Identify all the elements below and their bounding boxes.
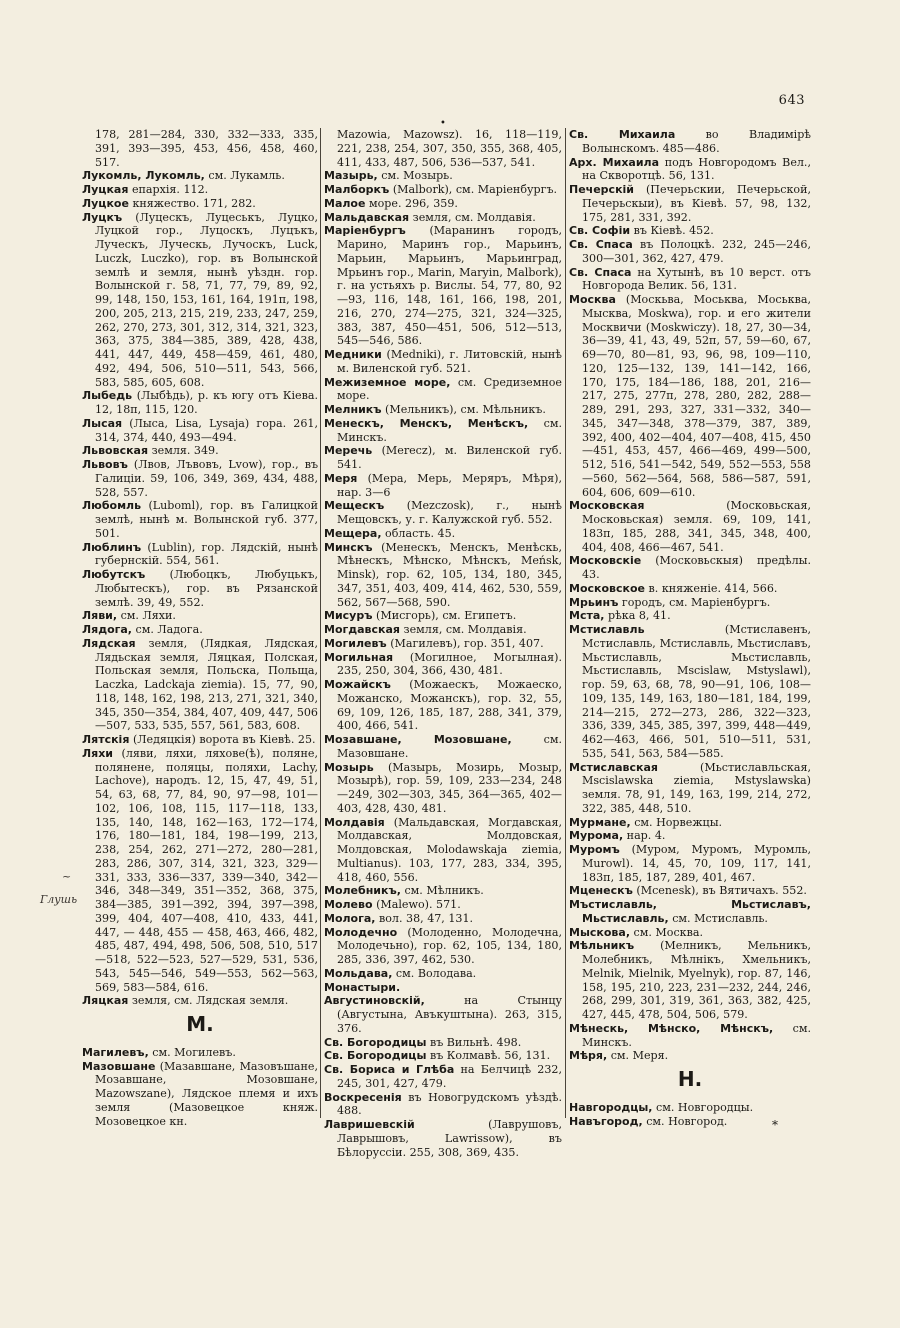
entry-headword: Лыбедь — [82, 389, 133, 403]
index-entry — [569, 843, 811, 884]
index-entry — [324, 678, 562, 733]
index-entry — [324, 651, 562, 679]
index-entry — [569, 1049, 811, 1063]
entry-text: см. Новгородцы. — [656, 1100, 754, 1114]
index-entry — [82, 637, 318, 733]
entry-headword: Московское — [569, 581, 646, 595]
entry-text: см. Мстиславль. — [672, 911, 768, 925]
entry-headword: Мѣря, — [569, 1049, 608, 1063]
index-entry — [569, 156, 811, 184]
section-letter-m: М. — [186, 1012, 214, 1036]
index-entry — [82, 1060, 318, 1129]
index-entry — [82, 541, 318, 569]
entry-headword: Св. Бориса и Глѣба — [324, 1063, 455, 1076]
index-entry — [324, 623, 562, 637]
entry-text: княжество. 171, 282. — [132, 196, 256, 210]
index-entry — [324, 211, 562, 225]
entry-headword: Мценескъ — [569, 884, 633, 898]
entry-text: (Мелникъ, Мельникъ, Молебникъ, Мѣлнікъ, Хмельникъ, Melnik, Mielnik, Myelnyk), гор. 87, 146, 158, 195, 210, 223, 231—232, 244, 246, 268, 299, 301, 319, 361, 363, 382, 425, 427, 445, 478, 504, 506, 579. — [582, 939, 812, 1021]
entry-headword: Мазырь, — [324, 169, 378, 183]
entry-headword: Малое — [324, 196, 366, 210]
entry-headword: Мелникъ — [324, 403, 382, 416]
entry-headword: Малборкъ — [324, 183, 390, 196]
index-entry — [569, 623, 811, 761]
entry-text: (Молоденно, Молодечна, Молодечьно), гор. 62, 105, 134, 180, 285, 336, 397, 462, 530. — [337, 925, 562, 966]
entry-text: (Любоцкъ, Любуцькъ, Любытескъ), гор. въ Рязанской землѣ. 39, 49, 552. — [95, 568, 318, 609]
entry-headword: Лядога, — [82, 623, 132, 636]
entry-text: область. 45. — [385, 526, 456, 540]
index-entry — [324, 1036, 562, 1050]
index-entry — [324, 128, 562, 169]
index-entry — [324, 926, 562, 967]
entry-text: (Мальдавская, Могдавская, Молдавская, Молдовская, Молдовская, Molodawskaja ziemia, Multianus). 103, 177, 283, 334, 395, 418, 460, 556. — [337, 815, 563, 884]
index-entry — [324, 224, 562, 348]
entry-headword: Мозырь — [324, 760, 374, 774]
index-entry — [82, 458, 318, 499]
entry-headword: Печерскій — [569, 183, 635, 196]
index-entry — [324, 761, 562, 816]
entry-headword: Мѣльникъ — [569, 939, 635, 953]
index-entry — [569, 266, 811, 294]
entry-headword: Мурмане, — [569, 815, 631, 829]
entry-text: подъ Новгородомъ Вел., на Скворотцѣ. 56, 131. — [582, 155, 811, 183]
entry-headword: Молога, — [324, 911, 376, 925]
index-entry — [82, 169, 318, 183]
entry-headword: Св. Спаса — [569, 238, 633, 251]
entry-headword: Лятскія — [82, 733, 130, 746]
entry-headword: Ляхи — [82, 746, 114, 760]
entries-m-cont — [324, 128, 562, 1159]
index-entry — [569, 816, 811, 830]
entry-headword: Могдавская — [324, 623, 400, 636]
entry-text: въ Кіевѣ. 452. — [633, 224, 714, 238]
entry-text: море. 296, 359. — [368, 196, 458, 210]
entry-text: (Мера, Мерь, Меряръ, Мѣря), нар. 3—6 — [337, 471, 562, 499]
entry-text: (Malbork), см. Маріенбургъ. — [392, 183, 558, 196]
entry-headword: Мурома, — [569, 829, 624, 843]
margin-note-1: ~ — [62, 870, 72, 883]
index-entry — [324, 527, 562, 541]
entry-headword: Молодечно — [324, 925, 398, 939]
index-entry — [569, 238, 811, 266]
entry-headword: Медники — [324, 348, 382, 361]
index-entry — [324, 472, 562, 500]
entry-text: см. Средиземное море. — [337, 375, 562, 403]
entry-text: городъ, см. Маріенбургъ. — [621, 595, 771, 609]
index-entry — [324, 733, 562, 761]
entry-headword: Меря — [324, 471, 358, 485]
index-entry — [324, 376, 562, 404]
entry-text: на Белчицѣ 232, 245, 301, 427, 479. — [337, 1063, 562, 1090]
entry-headword: Мстиславская — [569, 760, 658, 774]
entry-text: во Владимірѣ Волынскомъ. 485—486. — [582, 128, 811, 155]
index-entry — [324, 884, 562, 898]
entry-text: (Лаврушовъ, Лаврышовъ, Lawrissow), въ Бѣлоруссіи. 255, 308, 369, 435. — [337, 1118, 562, 1159]
index-entry — [569, 554, 811, 582]
entry-text: (Печерьскии, Печерьской, Печерьскыи), въ Кіевѣ. 57, 98, 132, 175, 281, 331, 392. — [582, 183, 811, 224]
footer-mark: * — [772, 1118, 778, 1132]
index-entry — [324, 1118, 562, 1159]
entry-text: въ Вильнѣ. 498. — [429, 1035, 522, 1049]
entry-headword: Мрьинъ — [569, 595, 619, 609]
entry-text: земля, (Лядкая, Лядская, Лядьская земля, Ляцкая, Полская, Польская земля, Польска, Польща, Laczka, Ladckaja ziemia). 15, 77, 90, 118, 148, 162, 198, 213, 271, 321, 340, 345, 350—354, 384, 407, 409, 447, 506—507, 533, 535, 557, 561, 583, 608. — [95, 636, 318, 733]
entry-text: въ Колмавѣ. 56, 131. — [429, 1049, 551, 1063]
entry-headword: Меречь — [324, 444, 373, 458]
entry-text: (Malewo). 571. — [376, 898, 461, 911]
entry-text: (Ледяцкія) ворота въ Кіевѣ. 25. — [132, 733, 316, 746]
index-column-3 — [569, 128, 811, 1128]
index-entry — [324, 183, 562, 197]
index-entry — [569, 1022, 811, 1050]
entry-text: см. Москва. — [633, 925, 703, 939]
index-entry — [569, 898, 811, 926]
entry-headword: Лукомль, Лукомль, — [82, 169, 205, 183]
entry-text: (Мазырь, Мозирь, Мозыр, Мозырѣ), гор. 59, 109, 233—234, 248—249, 302—303, 345, 364—365, 402—403, 428, 430, 481. — [337, 760, 562, 815]
entry-headword: Молдавія — [324, 815, 385, 829]
entry-headword: Мѣнескь, Мѣнско, Мѣнскъ, — [569, 1021, 774, 1035]
index-entry — [569, 926, 811, 940]
entry-text: земля, см. Молдавія. — [403, 623, 527, 636]
entry-headword: Св. Спаса — [569, 265, 632, 279]
entry-text: (Магилевъ), гор. 351, 407. — [390, 636, 544, 650]
index-entry — [324, 1091, 562, 1119]
entries-l — [82, 128, 318, 1008]
index-entry — [324, 348, 562, 376]
entry-headword: Мальдавская — [324, 210, 410, 224]
entry-headword: Межиземное море, — [324, 375, 451, 389]
entry-headword: Львовъ — [82, 458, 128, 471]
entry-headword: Московскіе — [569, 554, 642, 568]
index-entry — [324, 417, 562, 445]
entry-headword: Луцкая — [82, 183, 129, 196]
margin-note-2: Глушь — [40, 893, 78, 906]
index-entry — [569, 939, 811, 1022]
entry-headword: Навгородцы, — [569, 1100, 653, 1114]
entry-headword: Лавришевскій — [324, 1118, 415, 1131]
entry-headword: Навъгород, — [569, 1114, 643, 1128]
index-entry — [82, 211, 318, 390]
index-entry — [82, 568, 318, 609]
entry-headword: Мольдава, — [324, 966, 393, 980]
index-entry — [569, 183, 811, 224]
entry-text: см. Норвежцы. — [634, 815, 723, 829]
entry-headword: Св. Михаила — [569, 128, 676, 141]
entry-text: (ляви, ляхи, ляхове(ѣ), поляне, полянене, поляцы, поляхи, Lachy, Lachove), народъ. 12, 15, 47, 49, 51, 54, 63, 68, 77, 84, 90, 97—98, 101—102, 106, 108, 115, 117—118, 133, 135, 140, 148, 162—163, 172—174, 176, 180—181, 184, 198—199, 213, 238, 254, 262, 271—272, 280—281, 283, 286, 307, 314, 321, 323, 329—331, 333, 336—337, 339—340, 342—346, 348—349, 351—352, 368, 375, 384—385, 391—392, 394, 397—398, 399, 404, 407—408, 410, 433, 441, 447, — 448, 455 — 458, 463, 466, 482, 485, 487, 494, 498, 506, 508, 510, 517—518, 522—523, 527—529, 531, 536, 543, 545—546, 549—553, 562—563, 569, 583—584, 616. — [95, 746, 318, 994]
entry-text: рѣка 8, 41. — [607, 609, 671, 623]
entry-headword: Минскъ — [324, 540, 373, 554]
index-entry — [82, 417, 318, 445]
top-mark: • — [440, 118, 446, 129]
entry-text: (Mcenesk), въ Вятичахъ. 552. — [636, 884, 807, 898]
entry-text: (Мстиславенъ, Мстиславль, Мстиславль, Мьстиславъ, Мьстиславль, Мьстиславль, Мьстиславль, Mscislaw, Mstyslawl), гор. 59, 63, 68, 78, 90—91, 106, 108—109, 135, 149, 163, 180—181, 184, 199, 214—215, 272—273, 286, 322—323, 336, 339, 345, 385, 397, 399, 448—449, 462—463, 466, 501, 510—511, 531, 535, 541, 563, 584—585. — [582, 623, 811, 760]
entry-text: (Лвов, Лъвовъ, Lvow), гор., въ Галиціи. 59, 106, 349, 369, 434, 488, 528, 557. — [95, 458, 318, 499]
entry-headword: Мещера, — [324, 526, 382, 540]
entry-headword: Лядская — [82, 636, 136, 650]
index-entry — [82, 183, 318, 197]
entry-headword: Маріенбургъ — [324, 224, 406, 238]
entry-headword: Молебникъ, — [324, 884, 401, 898]
index-entry — [82, 1046, 318, 1060]
entry-headword: Могилевъ — [324, 636, 387, 650]
entry-headword: Муромъ — [569, 843, 620, 856]
index-entry — [324, 912, 562, 926]
entry-headword: Мозавшане, Мозовшане, — [324, 733, 512, 746]
index-entry — [324, 1063, 562, 1091]
entry-text: (Мьстиславльская, Mscislawska ziemia, Mstyslawska) земля. 78, 91, 149, 163, 199, 214, 272, 322, 385, 448, 510. — [582, 760, 811, 815]
entry-text: (Маранинъ городъ, Марино, Маринъ гор., Марьинъ, Марьин, Марьинъ, Марьинград, Мрьинъ гор., Marin, Maryin, Malbork), г. на устьяхъ р. Вислы. 54, 77, 80, 92—93, 116, 148, 161, 166, 198, 201, 216, 270, 274—275, 321, 324—325, 383, 387, 450—451, 506, 512—513, 545—546, 586. — [337, 224, 562, 348]
entry-headword: Москва — [569, 293, 616, 306]
index-entry — [324, 541, 562, 610]
page-number: 643 — [778, 93, 805, 108]
index-entry — [82, 609, 318, 623]
entry-text: см. Могилевъ. — [152, 1045, 236, 1059]
index-entry — [82, 733, 318, 747]
index-column-2 — [324, 128, 562, 1159]
index-entry — [569, 884, 811, 898]
entry-headword: Св. Богородицы — [324, 1035, 427, 1049]
index-entry — [82, 499, 318, 540]
entry-headword: Мстиславль — [569, 623, 645, 636]
index-entry — [569, 829, 811, 843]
index-entry — [324, 816, 562, 885]
index-entry — [82, 197, 318, 211]
entry-text: земля. 349. — [151, 444, 219, 458]
entry-text: см. Ляхи. — [120, 609, 176, 623]
entry-text: (Лыса, Lisa, Lysaja) гора. 261, 314, 374, 440, 493—494. — [95, 416, 319, 444]
index-entry — [569, 499, 811, 554]
entry-text: (Можаескъ, Можаеско, Можанско, Можанскъ), гор. 32, 55, 69, 109, 126, 185, 187, 288, 341, 379, 400, 466, 541. — [337, 678, 562, 733]
entry-headword: Лысая — [82, 416, 123, 430]
entry-headword: Могильная — [324, 650, 394, 664]
entry-headword: Св. Богородицы — [324, 1049, 427, 1063]
entry-headword: Мста, — [569, 609, 605, 623]
index-entry — [324, 499, 562, 527]
index-entry — [82, 623, 318, 637]
entry-text: (Лыбѣдь), р. къ югу отъ Кіева. 12, 18п, 115, 120. — [95, 389, 318, 416]
entries-m — [82, 1046, 318, 1129]
entry-text: см. Минскъ. — [337, 416, 563, 444]
entry-headword: Ляви, — [82, 609, 118, 623]
section-letter-n: Н. — [677, 1067, 703, 1091]
entry-headword: Мыскова, — [569, 925, 630, 939]
index-entry — [569, 128, 811, 156]
entry-headword: Московская — [569, 499, 645, 513]
entry-text: см. Ладога. — [135, 623, 203, 636]
entry-headword: Августиновскій, — [324, 994, 425, 1008]
entry-text: см. Лукамль. — [208, 169, 285, 183]
entry-text: вол. 38, 47, 131. — [379, 911, 474, 925]
entry-text: см. Новгород. — [646, 1114, 728, 1128]
entry-headword: Магилевъ, — [82, 1045, 149, 1059]
entry-headword: Монастыри. — [324, 980, 401, 994]
index-entry — [82, 128, 318, 169]
entry-headword: Ляцкая — [82, 994, 129, 1008]
entry-headword: Мещескъ — [324, 499, 385, 513]
entry-headword: Св. Софіи — [569, 224, 631, 238]
entry-text: (Мазавшане, Мазовъшане, Мозавшане, Мозовшане, Mazowszane), Лядское племя и ихъ земля (Мазовецкое княж. Мозовецкое кн. — [95, 1059, 318, 1128]
entry-text: (Medniki), г. Литовскій, нынѣ м. Виленской губ. 521. — [337, 348, 562, 375]
entry-headword: Любомль — [82, 499, 142, 513]
entry-text: см. Мѣлникъ. — [404, 884, 484, 898]
entry-text: (Москьва, Моськва, Моськва, Мысква, Moskwa), гор. и его жители Москвичи (Moskwiczy). 18, 27, 30—34, 36—39, 41, 43, 49, 52п, 57, 59—60, 67, 69—70, 80—81, 93, 96, 98, 109—110, 120, 125—132, 139, 141—142, 166, 170, 175, 184—186, 188, 201, 216—217, 275, 277п, 278, 280, 282, 288—289, 291, 293, 327, 331—332, 340—345, 347—348, 378—379, 387, 389, 392, 400, 402—404, 407—408, 415, 450—451, 453, 457, 466—469, 499—500, 512, 516, 541—542, 549, 552—553, 558—560, 562—564, 568, 586—587, 591, 604, 606, 609—610. — [582, 293, 812, 499]
entry-headword: Мъстиславль, Мьстиславъ, Мьстиславль, — [569, 898, 811, 925]
entry-text: 178, 281—284, 330, 332—333, 335, 391, 393—395, 453, 456, 458, 460, 517. — [95, 128, 318, 169]
index-entry — [569, 224, 811, 238]
entry-text: см. Володава. — [395, 966, 477, 980]
index-entry — [324, 444, 562, 472]
entry-text: см. Меря. — [610, 1049, 669, 1063]
index-column-1 — [82, 128, 318, 1128]
entry-text: (Mezczosk), г., нынѣ Мещовскъ, у. г. Калужской губ. 552. — [337, 499, 562, 526]
entries-m-end — [569, 128, 811, 1063]
entry-headword: Арх. Михаила — [569, 155, 660, 169]
entry-headword: Луцкое — [82, 196, 129, 210]
index-entry — [569, 582, 811, 596]
entry-text: (Luboml), гор. въ Галицкой землѣ, нынѣ м. Волынской губ. 377, 501. — [95, 499, 318, 540]
index-entry — [324, 967, 562, 981]
index-entry — [569, 609, 811, 623]
entry-text: земля, см. Молдавія. — [412, 210, 536, 224]
entry-headword: Можайскъ — [324, 678, 391, 691]
entry-text: земля, см. Лядская земля. — [131, 994, 289, 1008]
entry-text: (Менескъ, Менскъ, Менѣскь, Мѣнескъ, Мѣнско, Мѣнскъ, Meńsk, Minsk), гор. 62, 105, 134, 180, 345, 347, 351, 403, 409, 414, 462, 530, 559, 562, 567—568, 590. — [337, 540, 562, 609]
entry-headword: Любутскъ — [82, 568, 146, 581]
entry-text: въ Полоцкѣ. 232, 245—246, 300—301, 362, 427, 479. — [582, 238, 811, 265]
entry-headword: Мазовшане — [82, 1059, 156, 1073]
entry-text: (Lublin), гор. Лядскій, нынѣ губернскій. 554, 561. — [95, 540, 318, 568]
entry-headword: Мисуръ — [324, 609, 373, 623]
index-entry — [324, 169, 562, 183]
entry-headword: Воскресенія — [324, 1090, 402, 1104]
entry-text: см. Мозырь. — [381, 169, 453, 183]
index-entry — [324, 403, 562, 417]
index-entry — [324, 609, 562, 623]
entry-text: (Муром, Муромъ, Муромль, Murowl). 14, 45, 70, 109, 117, 141, 183п, 185, 187, 289, 401, 467. — [582, 843, 811, 884]
index-entry — [569, 596, 811, 610]
entry-text: на Хутынѣ, въ 10 верст. отъ Новгорода Велик. 56, 131. — [582, 265, 811, 293]
entry-headword: Луцкъ — [82, 210, 123, 224]
entry-text: на Стынцу (Августына, Авъкуштына). 263, 315, 376. — [337, 994, 562, 1035]
index-entry — [569, 761, 811, 816]
entry-text: Mazowia, Mazowsz). 16, 118—119, 221, 238, 254, 307, 350, 355, 368, 405, 411, 433, 487, 506, 536—537, 541. — [337, 128, 562, 169]
entry-text: (Московьскыя) предѣлы. 43. — [582, 554, 811, 581]
entry-headword: Молево — [324, 898, 373, 911]
index-entry — [82, 994, 318, 1008]
index-entry — [82, 389, 318, 417]
entry-text: (Могилное, Могылная). 235, 250, 304, 366, 430, 481. — [337, 650, 562, 678]
entry-text: (Луцескъ, Луцеськъ, Луцко, Луцкой гор., Луцоскъ, Луцъкъ, Луческъ, Луческь, Лучоскъ, Luck, Luczk, Luczko), гор. въ Волынской землѣ и земля, нынѣ уѣздн. гор. Волынской г. 58, 71, 77, 79, 89, 92, 99, 148, 150, 153, 161, 164, 191п, 198, 200, 205, 213, 215, 219, 233, 247, 259, 262, 270, 273, 301, 312, 314, 321, 323, 363, 375, 384—385, 389, 428, 438, 441, 447, 449, 458—459, 461, 480, 492, 494, 506, 510—511, 543, 566, 583, 585, 605, 608. — [95, 210, 318, 389]
entry-text: (Merecz), м. Виленской губ. 541. — [337, 444, 562, 471]
index-entry — [82, 747, 318, 995]
index-entry — [324, 981, 562, 995]
entry-text: въ Новогрудскомъ уѣздѣ. 488. — [337, 1090, 562, 1118]
entry-text: епархія. 112. — [131, 183, 209, 196]
entry-text: в. княженіе. 414, 566. — [648, 581, 778, 595]
entry-headword: Менескъ, Менскъ, Менѣскъ, — [324, 416, 529, 430]
entry-text: см. Минскъ. — [582, 1021, 811, 1049]
entry-text: (Мельникъ), см. Мѣльникъ. — [385, 403, 546, 416]
index-entry — [324, 197, 562, 211]
index-entry — [324, 994, 562, 1035]
index-entry — [324, 637, 562, 651]
column-divider-left — [320, 128, 321, 1118]
column-divider-right — [565, 128, 566, 1118]
entry-text: нар. 4. — [626, 829, 666, 843]
entry-text: см. Мазовшане. — [337, 733, 562, 760]
entry-headword: Люблинъ — [82, 540, 142, 554]
index-entry — [569, 1101, 811, 1115]
index-entry — [324, 1049, 562, 1063]
entry-headword: Львовская — [82, 444, 149, 458]
index-entry — [569, 293, 811, 499]
index-entry — [82, 444, 318, 458]
entry-text: (Мисгорь), см. Египетъ. — [376, 609, 517, 623]
index-entry — [324, 898, 562, 912]
entry-text: (Московьская, Московьская) земля. 69, 109, 141, 183п, 185, 288, 341, 345, 348, 400, 404, 408, 466—467, 541. — [582, 499, 811, 554]
